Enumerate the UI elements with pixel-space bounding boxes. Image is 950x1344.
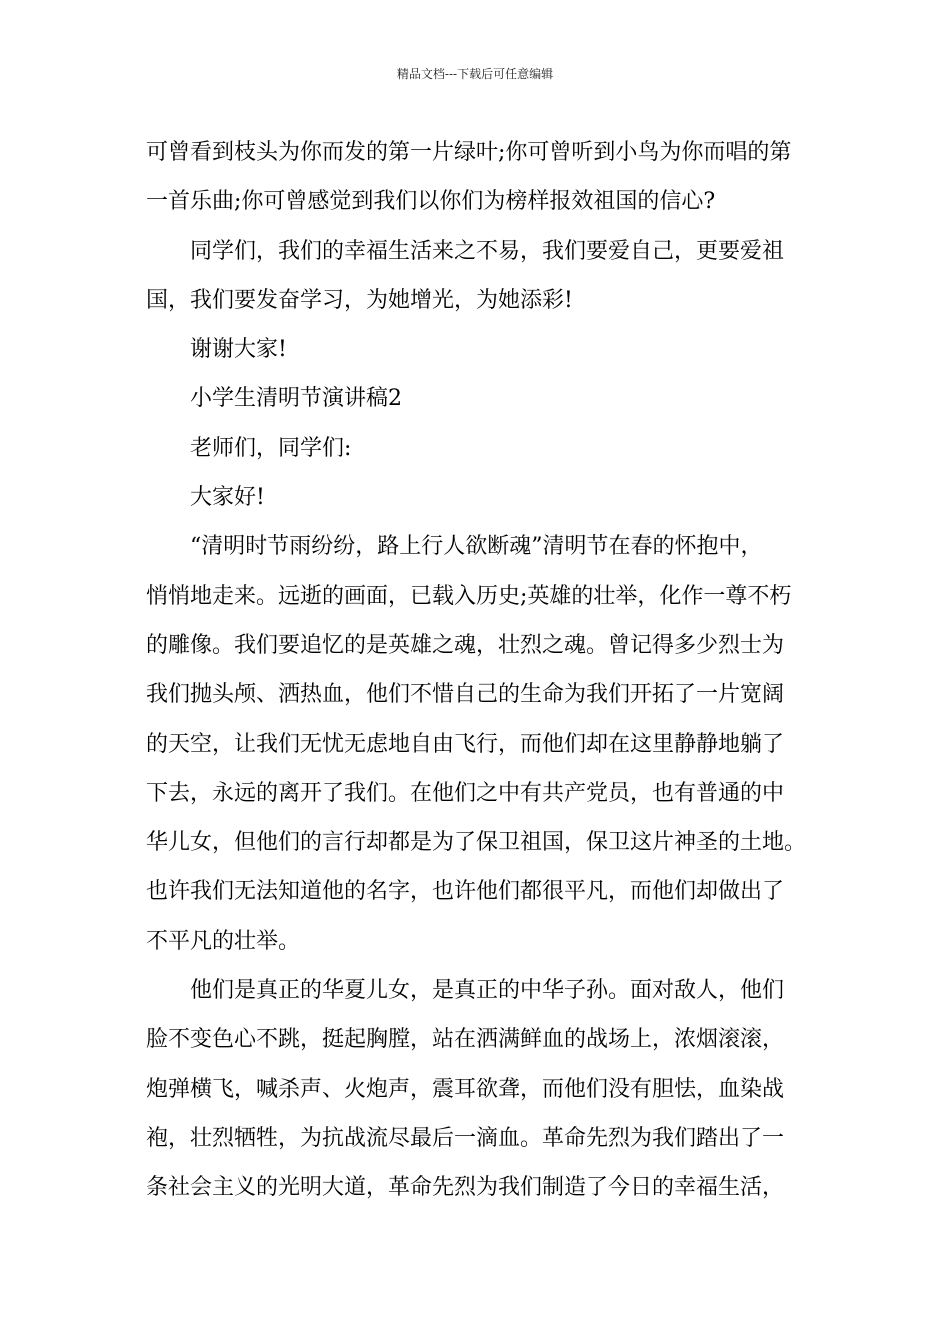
text-line: 我们抛头颅、洒热血，他们不惜自己的生命为我们开拓了一片宽阔: [146, 682, 785, 708]
text-line: 脸不变色心不跳，挺起胸膛，站在洒满鲜血的战场上，浓烟滚滚，: [146, 1027, 785, 1053]
text-line: “清明时节雨纷纷，路上行人欲断魂”清明节在春的怀抱中，: [190, 534, 763, 560]
text-line: 悄悄地走来。远逝的画面，已载入历史;英雄的壮举，化作一尊不朽: [146, 583, 792, 609]
text-line: 条社会主义的光明大道，革命先烈为我们制造了今日的幸福生活，: [146, 1175, 785, 1201]
text-line: 老师们，同学们:: [190, 435, 352, 461]
text-line: 的雕像。我们要追忆的是英雄之魂，壮烈之魂。曾记得多少烈士为: [146, 632, 785, 658]
text-line: 可曾看到枝头为你而发的第一片绿叶;你可曾听到小鸟为你而唱的第: [146, 140, 792, 165]
document-body: [146, 128, 826, 1213]
text-line: 大家好!: [190, 485, 265, 511]
text-line: 袍，壮烈牺牲，为抗战流尽最后一滴血。革命先烈为我们踏出了一: [146, 1125, 785, 1151]
text-line: 一首乐曲;你可曾感觉到我们以你们为榜样报效祖国的信心?: [146, 189, 716, 215]
text-line: 华儿女，但他们的言行却都是为了保卫祖国，保卫这片神圣的土地。: [146, 830, 807, 856]
text-line: 他们是真正的华夏儿女，是真正的中华子孙。面对敌人，他们: [190, 978, 785, 1004]
text-line: 炮弹横飞，喊杀声、火炮声，震耳欲聋，而他们没有胆怯，血染战: [146, 1076, 785, 1102]
text-line: 谢谢大家!: [190, 337, 287, 363]
text-line: 国，我们要发奋学习，为她增光，为她添彩!: [146, 287, 573, 313]
text-line: 的天空，让我们无忧无虑地自由飞行，而他们却在这里静静地躺了: [146, 731, 785, 757]
text-line: 同学们，我们的幸福生活来之不易，我们要爱自己，更要爱祖: [190, 238, 785, 264]
section-title: 小学生清明节演讲稿2: [190, 386, 402, 412]
text-line: 下去，永远的离开了我们。在他们之中有共产党员，也有普通的中: [146, 780, 785, 806]
text-line: 不平凡的壮举。: [146, 928, 301, 954]
page-header: 精品文档---下载后可任意编辑: [396, 67, 554, 81]
text-line: 也许我们无法知道他的名字，也许他们都很平凡，而他们却做出了: [146, 879, 785, 905]
